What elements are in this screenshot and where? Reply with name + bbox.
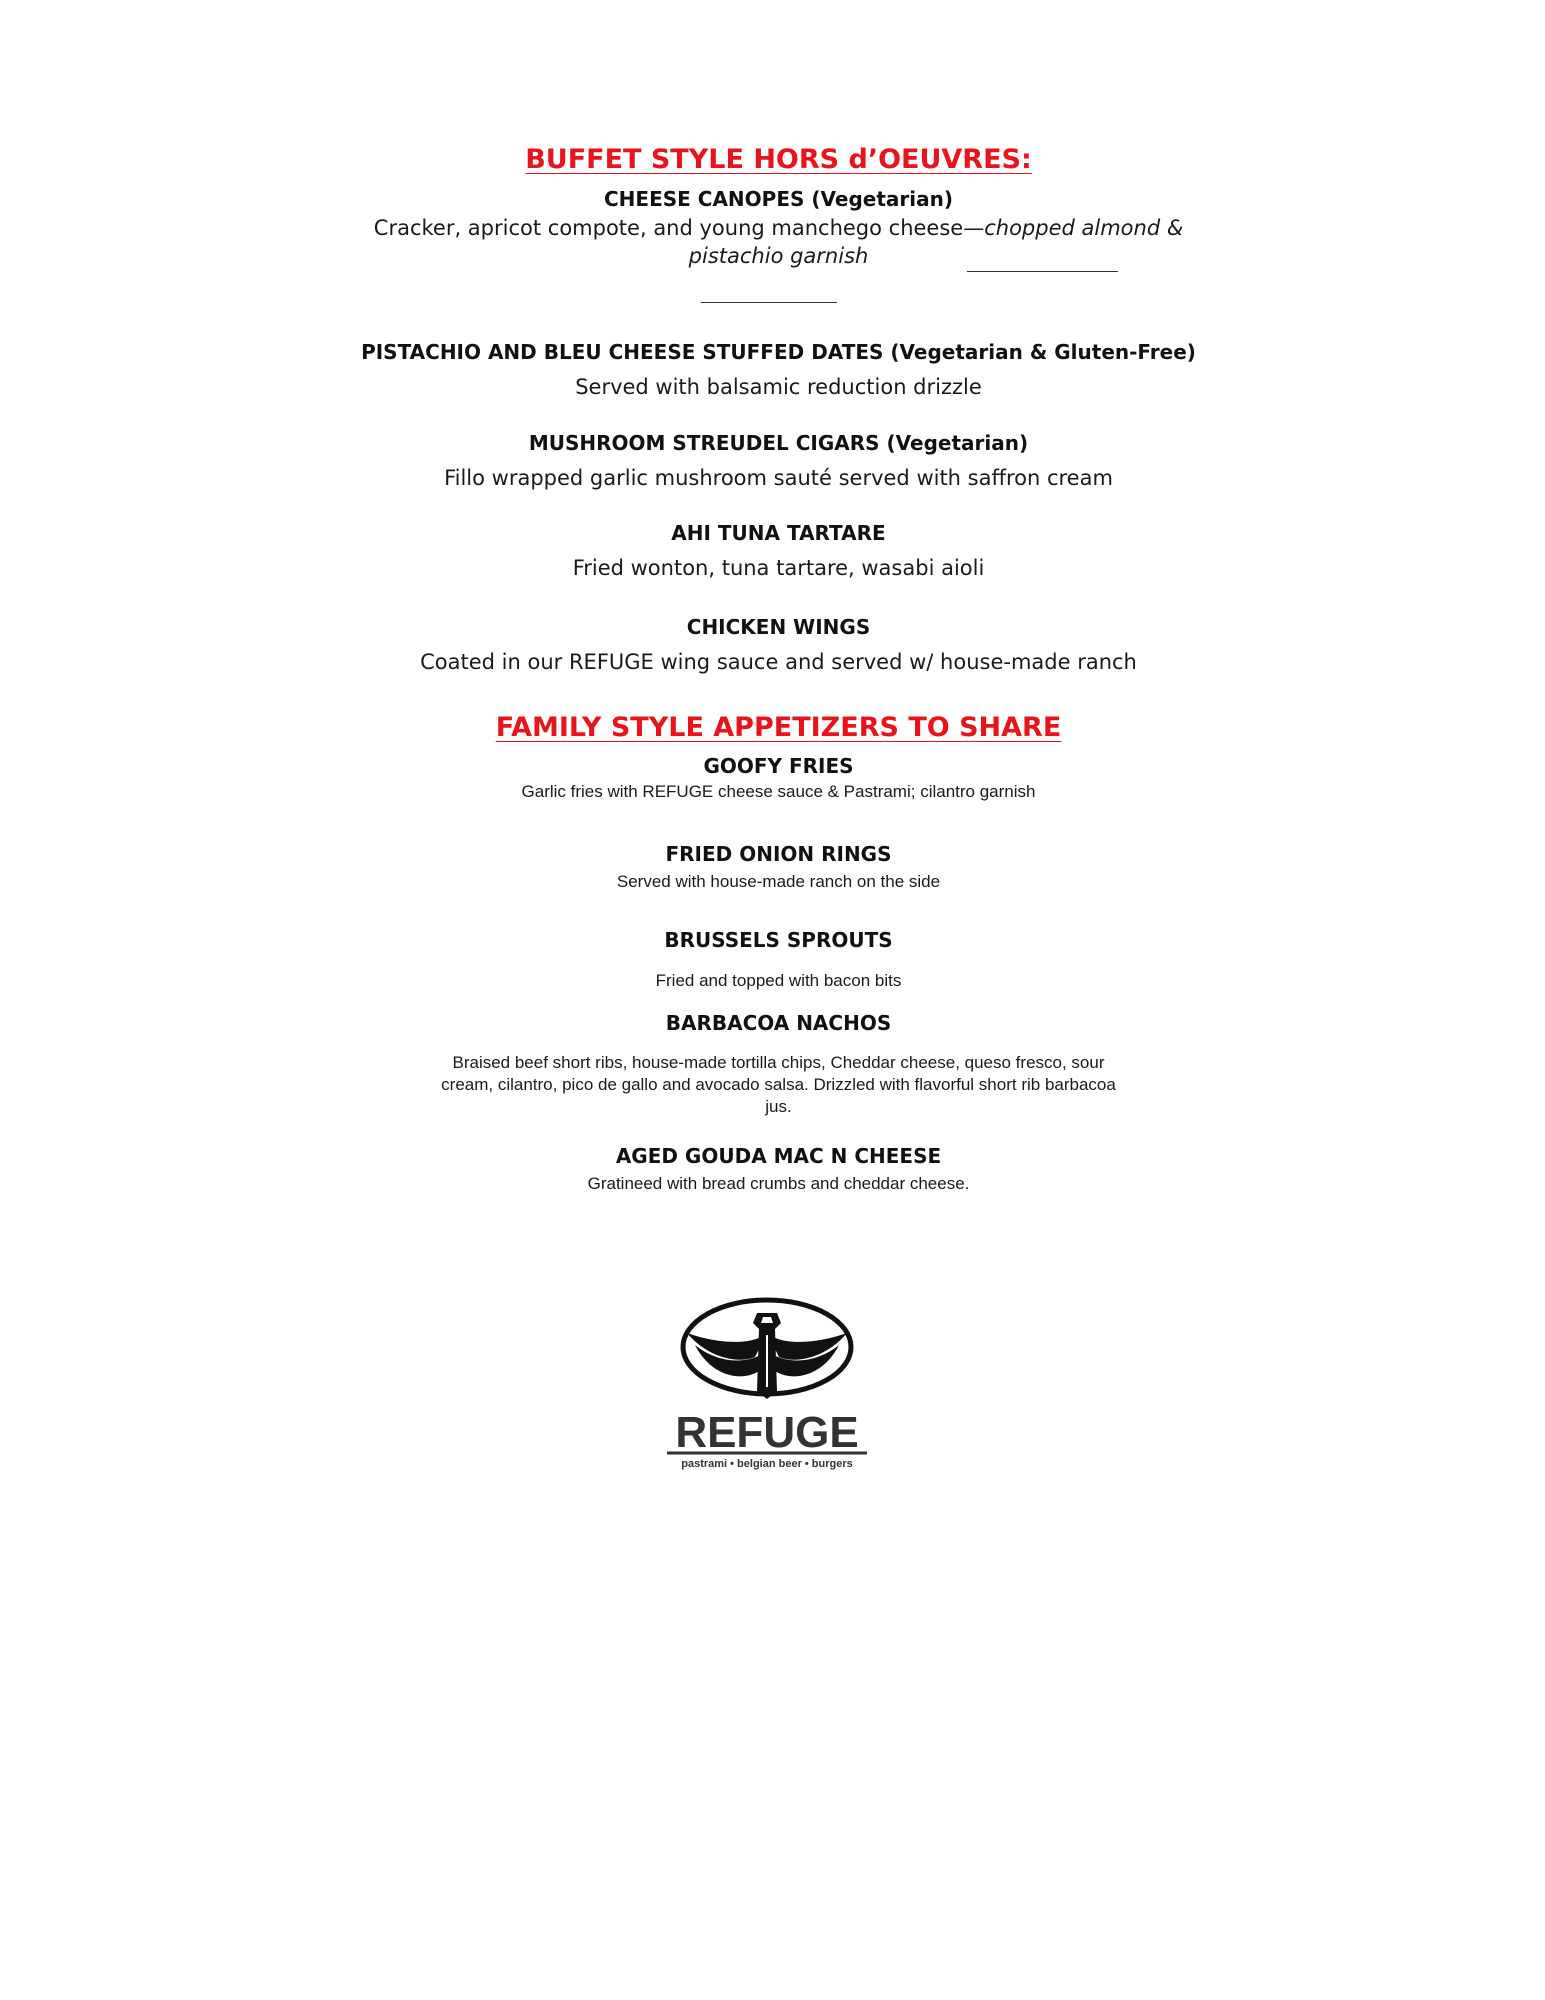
menu-item-name: PISTACHIO AND BLEU CHEESE STUFFED DATES (Vegetarian & Gluten-Free) — [361, 340, 1196, 364]
desc-text: Cracker, apricot compote, and young manchego cheese— — [373, 216, 985, 240]
buffet-section-title: BUFFET STYLE HORS d’OEUVRES: — [525, 144, 1032, 175]
divider-line — [967, 271, 1118, 272]
menu-item-name: MUSHROOM STREUDEL CIGARS (Vegetarian) — [528, 431, 1029, 455]
menu-item-description-cont: pistachio garnish — [688, 244, 869, 268]
menu-item-name: CHICKEN WINGS — [686, 615, 871, 639]
menu-item-name: CHEESE CANOPES (Vegetarian) — [604, 187, 953, 211]
menu-item-description-cont: jus. — [765, 1097, 792, 1116]
menu-item-description: Gratineed with bread crumbs and cheddar cheese. — [587, 1174, 970, 1193]
menu-item-name: BARBACOA NACHOS — [665, 1011, 892, 1035]
menu-item-name: GOOFY FRIES — [703, 754, 854, 778]
desc-garnish-text: chopped almond & — [984, 216, 1184, 240]
logo-tagline: pastrami • belgian beer • burgers — [681, 1458, 853, 1470]
menu-item-description: Fried wonton, tuna tartare, wasabi aioli — [572, 556, 985, 580]
refuge-bird-logo-icon — [665, 1295, 870, 1475]
divider-line — [701, 302, 837, 303]
menu-item-description: Coated in our REFUGE wing sauce and served w/ house-made ranch — [420, 650, 1137, 674]
menu-item-description: Fried and topped with bacon bits — [655, 971, 902, 990]
refuge-logo — [665, 1295, 870, 1475]
menu-item-name: AHI TUNA TARTARE — [671, 521, 886, 545]
menu-item-description — [0, 216, 1545, 240]
menu-item-description: Garlic fries with REFUGE cheese sauce & Pastrami; cilantro garnish — [521, 782, 1036, 801]
menu-item-name: BRUSSELS SPROUTS — [664, 928, 893, 952]
menu-item-name: FRIED ONION RINGS — [665, 842, 892, 866]
menu-item-name: AGED GOUDA MAC N CHEESE — [615, 1144, 942, 1168]
menu-item-description: Fillo wrapped garlic mushroom sauté served with saffron cream — [444, 466, 1113, 490]
logo-wordmark: REFUGE — [675, 1408, 859, 1457]
menu-item-description: Braised beef short ribs, house-made tortilla chips, Cheddar cheese, queso fresco, sour — [452, 1053, 1105, 1072]
menu-item-description: Served with house-made ranch on the side — [616, 872, 941, 891]
family-section-title: FAMILY STYLE APPETIZERS TO SHARE — [495, 712, 1062, 743]
menu-item-description-cont: cream, cilantro, pico de gallo and avocado salsa. Drizzled with flavorful short rib barbacoa — [441, 1075, 1116, 1094]
menu-item-description: Served with balsamic reduction drizzle — [575, 375, 982, 399]
